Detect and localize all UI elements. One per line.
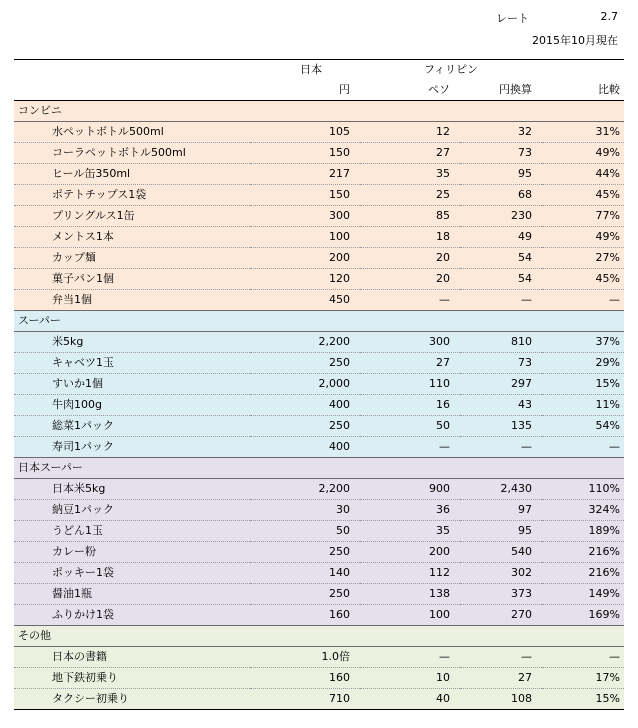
yen-converted: 302 (460, 563, 542, 584)
comparison: 17% (542, 668, 624, 689)
comparison: 49% (542, 227, 624, 248)
item-name: ヒール缶350ml (14, 164, 250, 185)
japan-price: 120 (250, 269, 360, 290)
peso-price: 12 (360, 122, 460, 143)
item-name: ポッキー1袋 (14, 563, 250, 584)
category-label: 日本スーパー (14, 458, 624, 479)
peso-price: 20 (360, 248, 460, 269)
peso-price: 100 (360, 605, 460, 626)
item-name: カップ麺 (14, 248, 250, 269)
table-row (14, 479, 624, 500)
item-name: 地下鉄初乗り (14, 668, 250, 689)
table-row (14, 290, 624, 311)
japan-price: 400 (250, 437, 360, 458)
comparison: 44% (542, 164, 624, 185)
comparison: 45% (542, 185, 624, 206)
table-row (14, 227, 624, 248)
japan-price: 710 (250, 689, 360, 710)
peso-price: 35 (360, 164, 460, 185)
comparison: 110% (542, 479, 624, 500)
table-row (14, 500, 624, 521)
as-of-date: 2015年10月現在 (532, 34, 618, 47)
rate-value: 2.7 (600, 10, 618, 23)
table-row (14, 143, 624, 164)
japan-price: 250 (250, 353, 360, 374)
table-row (14, 521, 624, 542)
item-name: 水ペットボトル500ml (14, 122, 250, 143)
peso-price: 138 (360, 584, 460, 605)
item-name: 寿司1パック (14, 437, 250, 458)
yen-converted: 32 (460, 122, 542, 143)
peso-price: 20 (360, 269, 460, 290)
japan-price: 400 (250, 395, 360, 416)
japan-price: 1.0倍 (250, 647, 360, 668)
japan-price: 105 (250, 122, 360, 143)
comparison: 54% (542, 416, 624, 437)
header-philippines: フィリピン (360, 60, 542, 81)
header-blank (542, 60, 624, 81)
japan-price: 30 (250, 500, 360, 521)
item-name: 米5kg (14, 332, 250, 353)
table-row (14, 584, 624, 605)
comparison: 27% (542, 248, 624, 269)
table-row (14, 395, 624, 416)
header-blank (14, 60, 250, 81)
item-name: 日本米5kg (14, 479, 250, 500)
table-row (14, 353, 624, 374)
yen-converted: 73 (460, 353, 542, 374)
item-name: 菓子パン1個 (14, 269, 250, 290)
item-name: ポテトチップス1袋 (14, 185, 250, 206)
yen-converted: 540 (460, 542, 542, 563)
japan-price: 150 (250, 185, 360, 206)
table-row (14, 605, 624, 626)
japan-price: 160 (250, 668, 360, 689)
peso-price: 18 (360, 227, 460, 248)
yen-converted: 373 (460, 584, 542, 605)
header-japan: 日本 (250, 60, 360, 81)
item-name: カレー粉 (14, 542, 250, 563)
table-row (14, 374, 624, 395)
yen-converted: 97 (460, 500, 542, 521)
yen-converted: 54 (460, 269, 542, 290)
comparison: 216% (542, 563, 624, 584)
peso-price: 27 (360, 143, 460, 164)
table-row (14, 542, 624, 563)
yen-converted: 27 (460, 668, 542, 689)
item-name: タクシー初乗り (14, 689, 250, 710)
item-name: ふりかけ1袋 (14, 605, 250, 626)
category-row-konbini (14, 101, 624, 122)
comparison: 29% (542, 353, 624, 374)
item-name: うどん1玉 (14, 521, 250, 542)
japan-price: 50 (250, 521, 360, 542)
yen-converted: — (460, 647, 542, 668)
item-name: 日本の書籍 (14, 647, 250, 668)
comparison: 77% (542, 206, 624, 227)
peso-price: 25 (360, 185, 460, 206)
price-comparison-table (14, 59, 624, 710)
table-row (14, 122, 624, 143)
japan-price: 2,000 (250, 374, 360, 395)
comparison: 324% (542, 500, 624, 521)
header-yen-converted: 円換算 (460, 80, 542, 101)
category-row-other (14, 626, 624, 647)
japan-price: 150 (250, 143, 360, 164)
table-row (14, 416, 624, 437)
header-peso: ペソ (360, 80, 460, 101)
table-row (14, 437, 624, 458)
japan-price: 217 (250, 164, 360, 185)
table-row (14, 185, 624, 206)
table-row (14, 563, 624, 584)
category-row-super (14, 311, 624, 332)
japan-price: 250 (250, 542, 360, 563)
comparison: 11% (542, 395, 624, 416)
japan-price: 450 (250, 290, 360, 311)
japan-price: 140 (250, 563, 360, 584)
japan-price: 160 (250, 605, 360, 626)
comparison: 169% (542, 605, 624, 626)
peso-price: 16 (360, 395, 460, 416)
item-name: 弁当1個 (14, 290, 250, 311)
comparison: 149% (542, 584, 624, 605)
japan-price: 2,200 (250, 479, 360, 500)
item-name: プリングルス1缶 (14, 206, 250, 227)
comparison: 189% (542, 521, 624, 542)
table-row (14, 269, 624, 290)
item-name: 牛肉100g (14, 395, 250, 416)
yen-converted: 95 (460, 164, 542, 185)
yen-converted: 810 (460, 332, 542, 353)
peso-price: 85 (360, 206, 460, 227)
item-name: メントス1本 (14, 227, 250, 248)
peso-price: — (360, 290, 460, 311)
peso-price: — (360, 437, 460, 458)
comparison: — (542, 437, 624, 458)
japan-price: 250 (250, 584, 360, 605)
yen-converted: 230 (460, 206, 542, 227)
yen-converted: 49 (460, 227, 542, 248)
yen-converted: 54 (460, 248, 542, 269)
yen-converted: 270 (460, 605, 542, 626)
table-row (14, 668, 624, 689)
yen-converted: 108 (460, 689, 542, 710)
japan-price: 250 (250, 416, 360, 437)
header-comparison: 比較 (542, 80, 624, 101)
table-row (14, 332, 624, 353)
yen-converted: 2,430 (460, 479, 542, 500)
comparison: 37% (542, 332, 624, 353)
item-name: 納豆1パック (14, 500, 250, 521)
table-row (14, 689, 624, 710)
japan-price: 200 (250, 248, 360, 269)
table-row (14, 164, 624, 185)
peso-price: 27 (360, 353, 460, 374)
yen-converted: — (460, 290, 542, 311)
peso-price: 36 (360, 500, 460, 521)
comparison: 15% (542, 689, 624, 710)
japan-price: 2,200 (250, 332, 360, 353)
peso-price: 50 (360, 416, 460, 437)
comparison: 49% (542, 143, 624, 164)
header-yen: 円 (250, 80, 360, 101)
comparison: 31% (542, 122, 624, 143)
peso-price: 110 (360, 374, 460, 395)
yen-converted: 297 (460, 374, 542, 395)
item-name: 醤油1瓶 (14, 584, 250, 605)
peso-price: 10 (360, 668, 460, 689)
peso-price: 900 (360, 479, 460, 500)
category-label: その他 (14, 626, 624, 647)
header-blank (14, 80, 250, 101)
rate-label: レート (496, 12, 529, 25)
yen-converted: 135 (460, 416, 542, 437)
table-row (14, 647, 624, 668)
peso-price: — (360, 647, 460, 668)
yen-converted: 68 (460, 185, 542, 206)
comparison: 15% (542, 374, 624, 395)
category-label: スーパー (14, 311, 624, 332)
item-name: キャベツ1玉 (14, 353, 250, 374)
peso-price: 200 (360, 542, 460, 563)
item-name: 総菜1パック (14, 416, 250, 437)
yen-converted: 43 (460, 395, 542, 416)
peso-price: 40 (360, 689, 460, 710)
category-row-nihon (14, 458, 624, 479)
peso-price: 35 (360, 521, 460, 542)
yen-converted: — (460, 437, 542, 458)
item-name: コーラペットボトル500ml (14, 143, 250, 164)
comparison: 216% (542, 542, 624, 563)
japan-price: 100 (250, 227, 360, 248)
header-row-country (14, 60, 624, 81)
japan-price: 300 (250, 206, 360, 227)
header-row-unit (14, 80, 624, 101)
item-name: すいか1個 (14, 374, 250, 395)
comparison: 45% (542, 269, 624, 290)
table-row (14, 248, 624, 269)
comparison: — (542, 647, 624, 668)
yen-converted: 73 (460, 143, 542, 164)
table-row (14, 206, 624, 227)
category-label: コンビニ (14, 101, 624, 122)
yen-converted: 95 (460, 521, 542, 542)
comparison: — (542, 290, 624, 311)
peso-price: 300 (360, 332, 460, 353)
peso-price: 112 (360, 563, 460, 584)
